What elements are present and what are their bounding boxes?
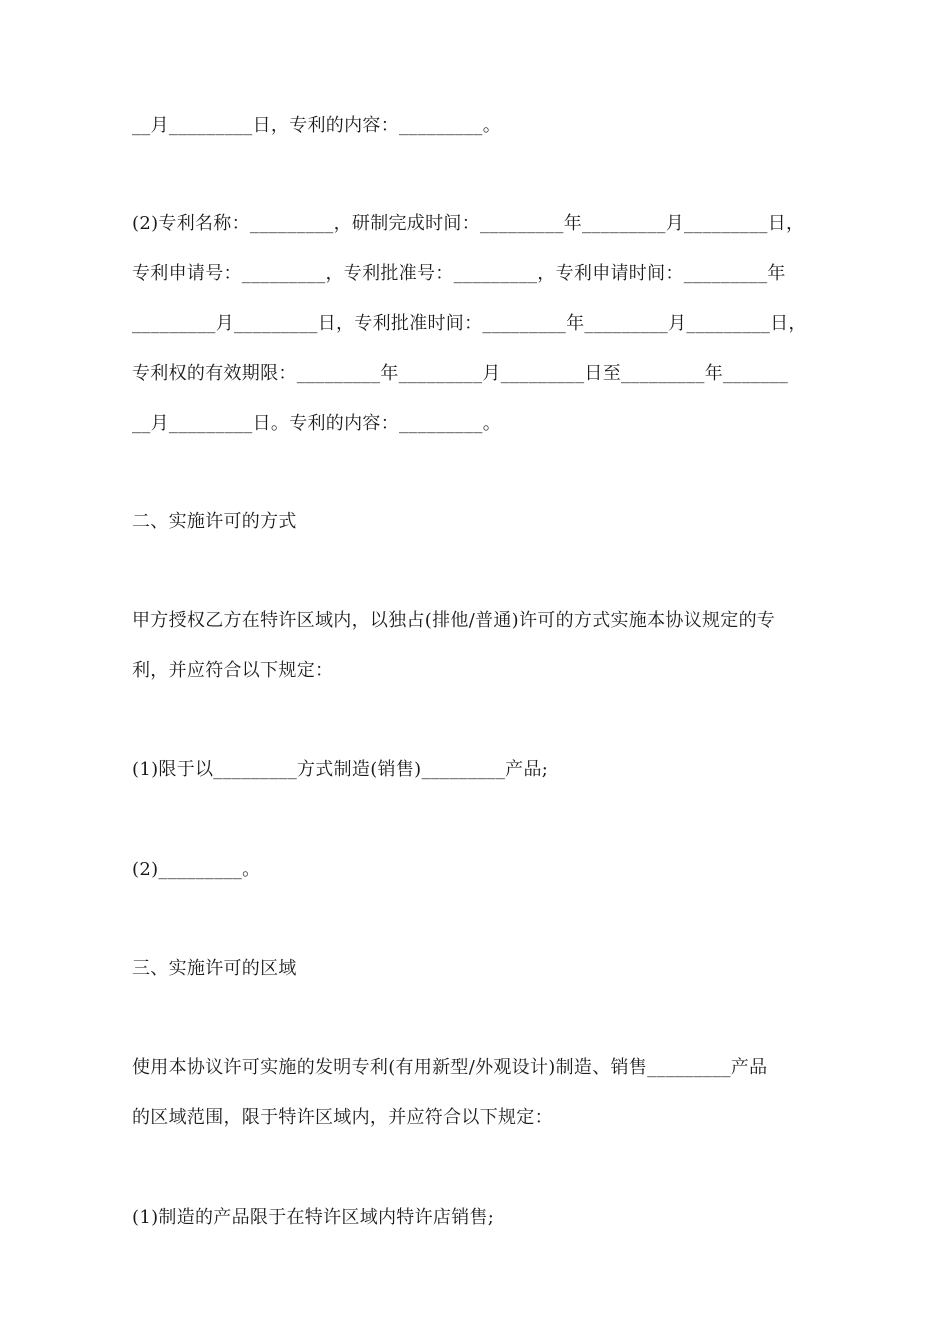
text-line: 专利权的有效期限：_________年_________月_________日至_________年_______ [132, 363, 789, 384]
text-line: 的区域范围，限于特许区域内，并应符合以下规定： [132, 1107, 553, 1128]
section-heading: 三、实施许可的区域 [132, 958, 297, 979]
text-line: _________月_________日，专利批准时间：_________年_________月_________日， [132, 313, 807, 334]
text-line: (1)制造的产品限于在特许区域内特许店销售; [132, 1207, 495, 1228]
text-line: (2)_________。 [132, 859, 261, 880]
text-line: (1)限于以_________方式制造(销售)_________产品; [132, 759, 549, 780]
text-line: 使用本协议许可实施的发明专利(有用新型/外观设计)制造、销售_________产品 [132, 1057, 768, 1078]
section-heading: 二、实施许可的方式 [132, 511, 297, 532]
text-line: __月_________日，专利的内容：_________。 [132, 115, 501, 136]
text-line: __月_________日。专利的内容：_________。 [132, 413, 501, 434]
text-line: (2)专利名称：_________，研制完成时间：_________年_________月_________日， [132, 213, 805, 234]
text-line: 甲方授权乙方在特许区域内，以独占(排他/普通)许可的方式实施本协议规定的专 [132, 610, 776, 631]
text-line: 专利申请号：_________，专利批准号：_________，专利申请时间：_________年 [132, 263, 786, 284]
text-line: 利，并应符合以下规定： [132, 660, 334, 681]
